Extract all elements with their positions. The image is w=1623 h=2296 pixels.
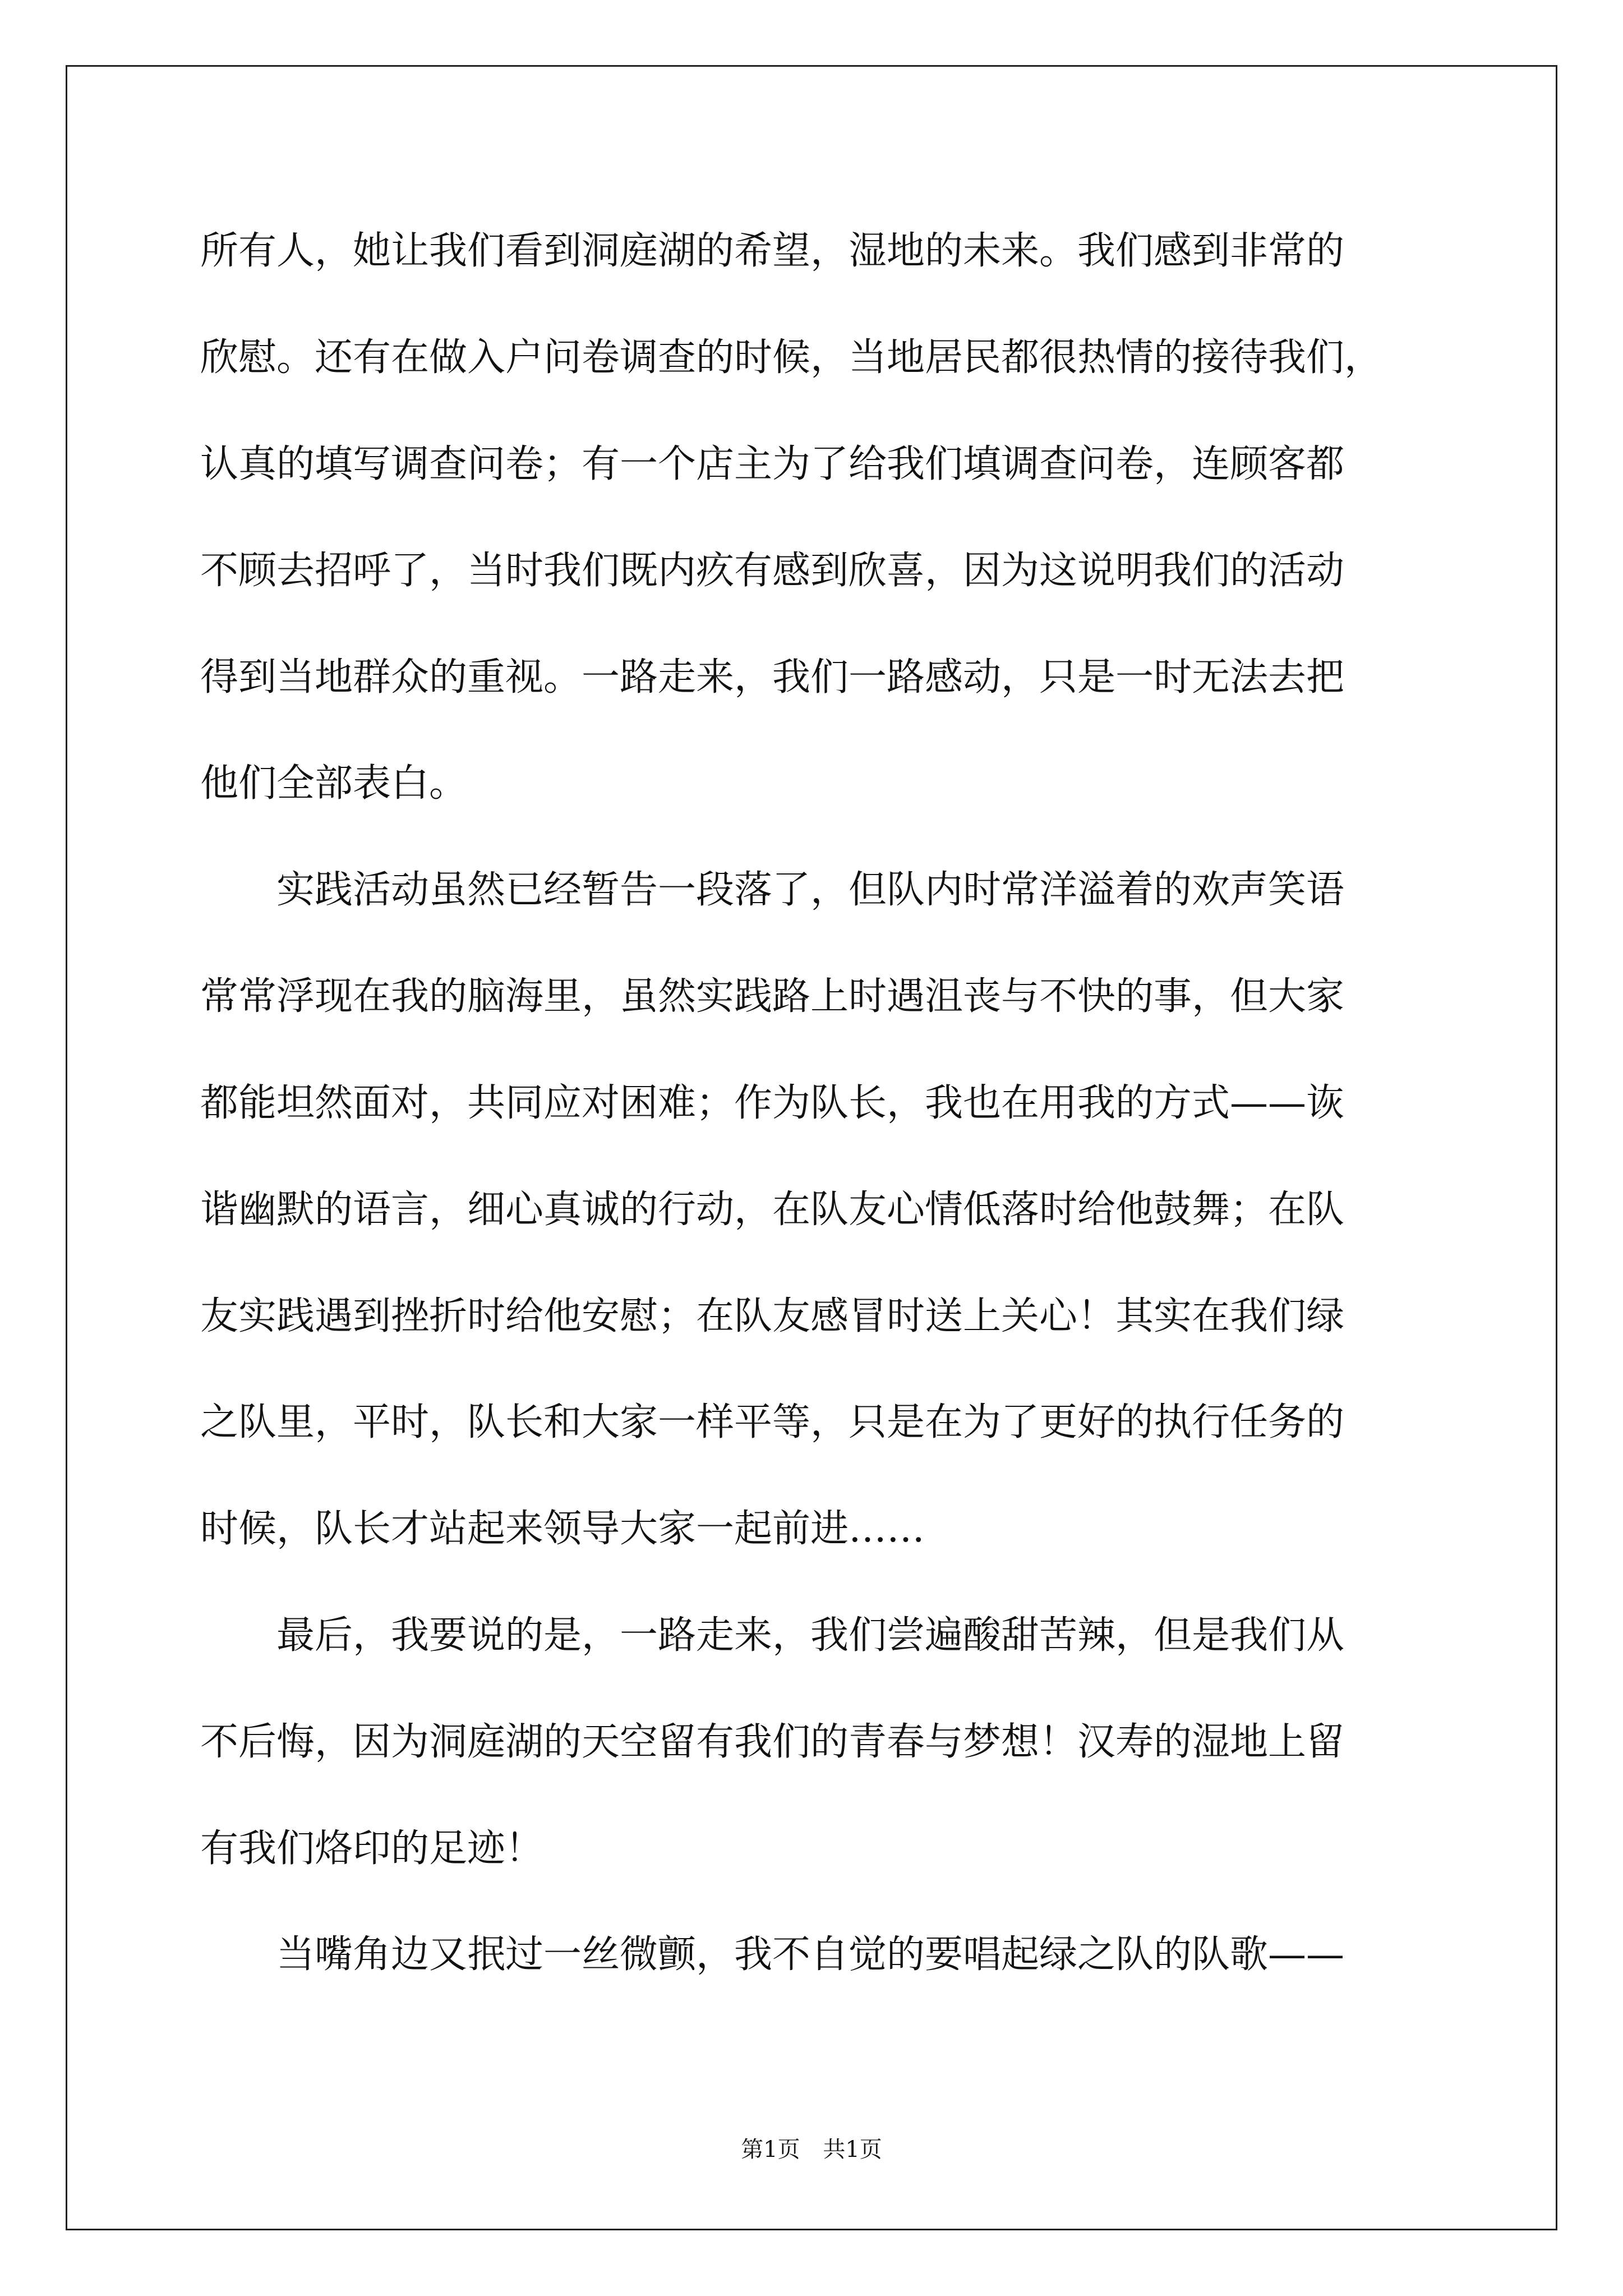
text-line: 之队里，平时，队长和大家一样平等，只是在为了更好的执行任务的 (200, 1400, 1345, 1444)
text-line: 最后，我要说的是，一路走来，我们尝遍酸甜苦辣，但是我们从 (200, 1613, 1345, 1658)
page-footer (0, 2136, 1623, 2163)
page-number: 第1页 (741, 2137, 800, 2162)
text-line: 常常浮现在我的脑海里，虽然实践路上时遇沮丧与不快的事，但大家 (200, 974, 1345, 1019)
page-total: 共1页 (823, 2137, 882, 2162)
page-border (66, 65, 1557, 2230)
text-line: 实践活动虽然已经暂告一段落了，但队内时常洋溢着的欢声笑语 (200, 868, 1345, 912)
text-line: 认真的填写调查问卷；有一个店主为了给我们填调查问卷，连顾客都 (200, 442, 1345, 486)
text-line: 谐幽默的语言，细心真诚的行动，在队友心情低落时给他鼓舞；在队 (200, 1188, 1345, 1232)
text-line: 不顾去招呼了，当时我们既内疚有感到欣喜，因为这说明我们的活动 (200, 549, 1345, 593)
text-line: 时候，队长才站起来领导大家一起前进…… (200, 1507, 925, 1551)
text-line: 不后悔，因为洞庭湖的天空留有我们的青春与梦想！汉寿的湿地上留 (200, 1720, 1345, 1764)
text-line: 当嘴角边又抿过一丝微颤，我不自觉的要唱起绿之队的队歌—— (200, 1932, 1345, 1977)
text-line: 欣慰。还有在做入户问卷调查的时候，当地居民都很热情的接待我们， (200, 335, 1383, 380)
text-line: 所有人，她让我们看到洞庭湖的希望，湿地的未来。我们感到非常的 (200, 229, 1345, 273)
text-line: 都能坦然面对，共同应对困难；作为队长，我也在用我的方式——诙 (200, 1081, 1345, 1125)
text-line: 他们全部表白。 (200, 761, 468, 806)
text-line: 得到当地群众的重视。一路走来，我们一路感动，只是一时无法去把 (200, 655, 1345, 700)
text-line: 友实践遇到挫折时给他安慰；在队友感冒时送上关心！其实在我们绿 (200, 1294, 1345, 1338)
text-line: 有我们烙印的足迹！ (200, 1826, 544, 1871)
